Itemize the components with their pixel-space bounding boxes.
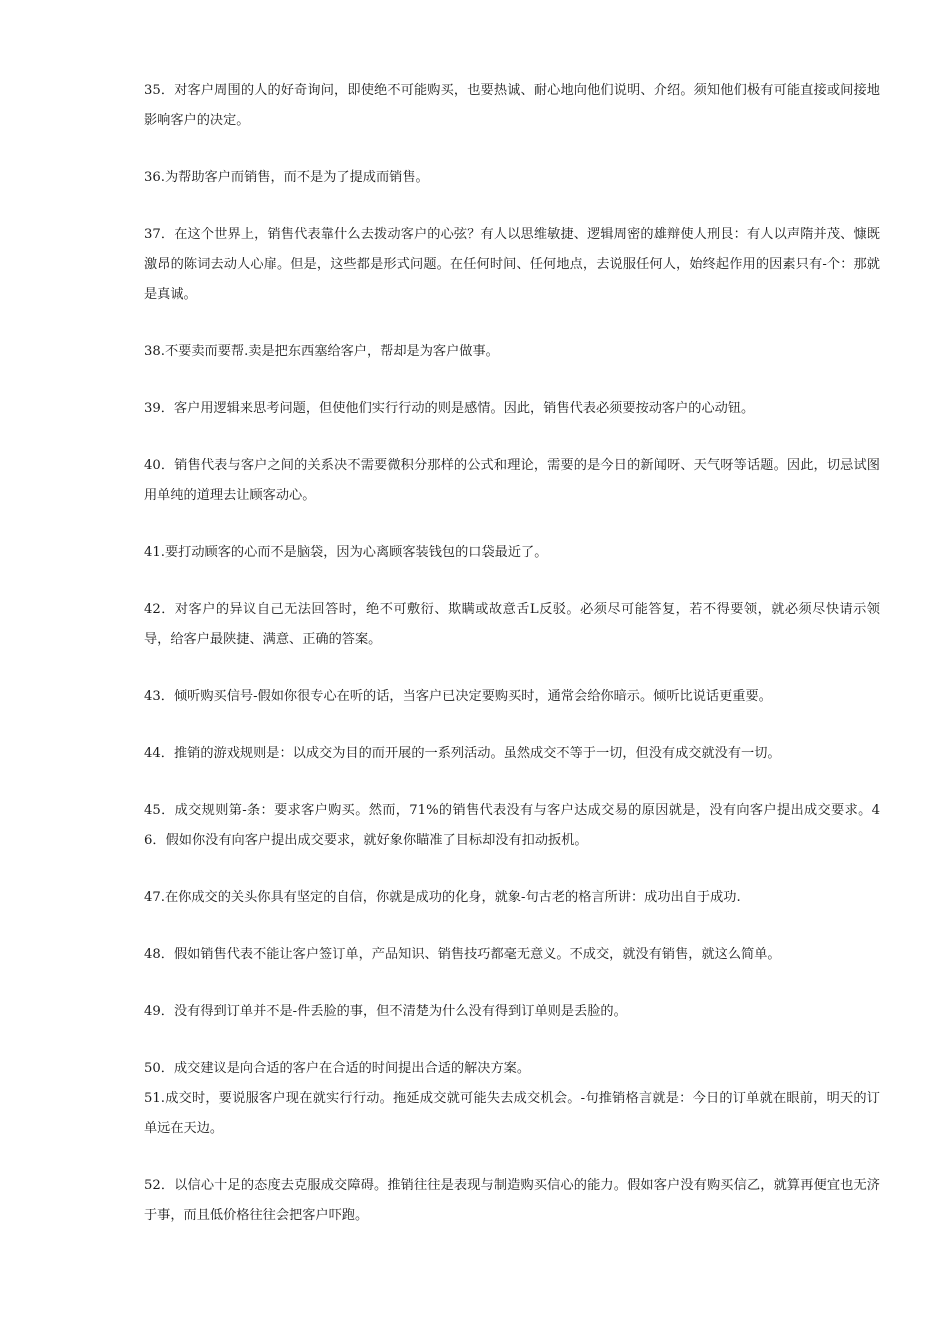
paragraph-44: 44．推销的游戏规则是：以成交为目的而开展的一系列活动。虽然成交不等于一切，但没有成交就没有一切。	[144, 746, 781, 761]
document-page	[144, 76, 880, 1258]
paragraph-50: 50．成交建议是向合适的客户在合适的时间提出合适的解决方案。	[144, 1061, 531, 1076]
paragraph-45-46: 45．成交规则第-条：要求客户购买。然而，71%的销售代表没有与客户达成交易的原因就是，没有向客户提出成交要求。46．假如你没有向客户提出成交要求，就好象你瞄准了目标却没有扣动扳机。	[144, 803, 880, 848]
paragraph-52: 52．以信心十足的态度去克服成交障碍。推销往往是表现与制造购买信心的能力。假如客户没有购买信乙，就算再便宜也无济于事，而且低价格往往会把客户吓跑。	[144, 1178, 880, 1223]
paragraph-35: 35．对客户周围的人的好奇询问，即使绝不可能购买，也要热诚、耐心地向他们说明、介绍。须知他们极有可能直接或间接地影响客户的决定。	[144, 83, 880, 128]
paragraph-37: 37．在这个世界上，销售代表靠什么去拨动客户的心弦？有人以思维敏捷、逻辑周密的雄辩使人刑艮：有人以声隋并茂、慷既激昂的陈词去动人心扉。但是，这些都是形式问题。在任何时间、任何地点，去说服任何人，始终起作用的因素只有-个：那就是真诚。	[144, 227, 880, 302]
paragraph-47: 47.在你成交的关头你具有坚定的自信，你就是成功的化身，就象-句古老的格言所讲：成功出自于成功.	[144, 890, 741, 905]
paragraph-40: 40．销售代表与客户之间的关系决不需要微积分那样的公式和理论，需要的是今日的新闻呀、天气呀等话题。因此，切忌试图用单纯的道理去让顾客动心。	[144, 458, 880, 503]
paragraph-36: 36.为帮助客户而销售，而不是为了提成而销售。	[144, 170, 429, 185]
paragraph-41: 41.要打动顾客的心而不是脑袋，因为心离顾客装钱包的口袋最近了。	[144, 545, 548, 560]
paragraph-42: 42．对客户的异议自己无法回答时，绝不可敷衍、欺瞒或故意舌L反驳。必须尽可能答复，若不得要领，就必须尽快请示领导，给客户最陕捷、满意、正确的答案。	[144, 602, 880, 647]
paragraph-48: 48．假如销售代表不能让客户签订单，产品知识、销售技巧都毫无意义。不成交，就没有销售，就这么简单。	[144, 947, 781, 962]
paragraph-43: 43．倾听购买信号-假如你很专心在听的话，当客户已决定要购买时，通常会给你暗示。倾听比说话更重要。	[144, 689, 772, 704]
paragraph-51: 51.成交时，要说服客户现在就实行行动。拖延成交就可能失去成交机会。-句推销格言就是：今日的订单就在眼前，明天的订单远在天边。	[144, 1091, 880, 1136]
paragraph-39: 39．客户用逻辑来思考问题，但使他们实行行动的则是感情。因此，销售代表必须要按动客户的心动钮。	[144, 401, 755, 416]
paragraph-49: 49．没有得到订单并不是-件丢脸的事，但不清楚为什么没有得到订单则是丢脸的。	[144, 1004, 627, 1019]
paragraph-38: 38.不要卖而要帮.卖是把东西塞给客户，帮却是为客户做事。	[144, 344, 499, 359]
